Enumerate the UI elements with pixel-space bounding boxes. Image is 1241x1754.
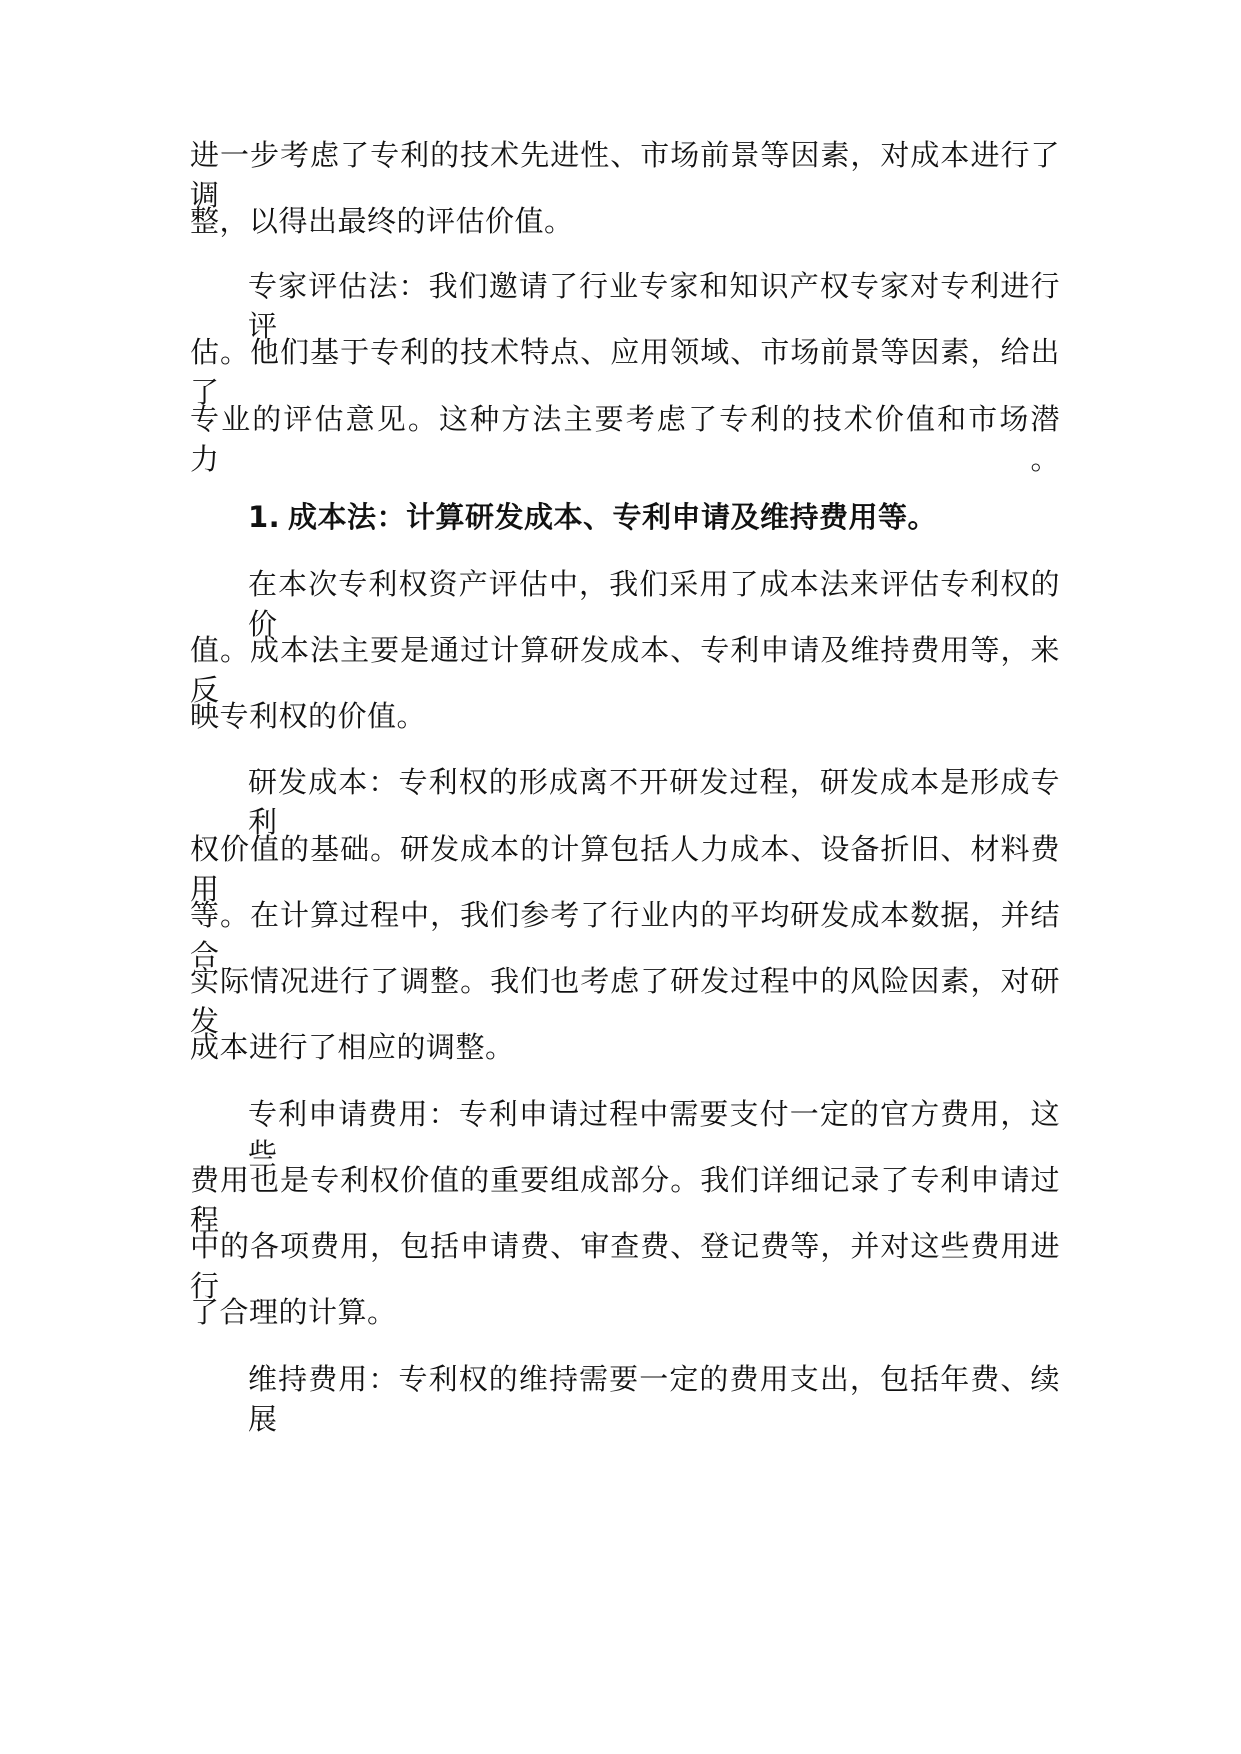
text-line: 进一步考虑了专利的技术先进性、市场前景等因素，对成本进行了调 xyxy=(190,138,1060,212)
text-line: 估。他们基于专利的技术特点、应用领域、市场前景等因素，给出了 xyxy=(190,335,1060,409)
text-line: 费用也是专利权价值的重要组成部分。我们详细记录了专利申请过程 xyxy=(190,1163,1060,1237)
text-line: 成本进行了相应的调整。 xyxy=(190,1030,515,1064)
text-line: 中的各项费用，包括申请费、审查费、登记费等，并对这些费用进行 xyxy=(190,1229,1060,1303)
text-line: 映专利权的价值。 xyxy=(190,699,427,733)
text-line: 等。在计算过程中，我们参考了行业内的平均研发成本数据，并结合 xyxy=(190,898,1060,972)
text-line: 维持费用：专利权的维持需要一定的费用支出，包括年费、续展 xyxy=(248,1362,1060,1436)
text-line: 专家评估法：我们邀请了行业专家和知识产权专家对专利进行评 xyxy=(248,269,1060,343)
heading-text: 成本法：计算研发成本、专利申请及维持费用等。 xyxy=(288,500,938,534)
text-line: 实际情况进行了调整。我们也考虑了研发过程中的风险因素，对研发 xyxy=(190,964,1060,1038)
heading-number: 1. xyxy=(248,500,281,534)
text-line: 专业的评估意见。这种方法主要考虑了专利的技术价值和市场潜力。 xyxy=(190,402,1060,476)
text-line: 在本次专利权资产评估中，我们采用了成本法来评估专利权的价 xyxy=(248,567,1060,641)
text-line: 值。成本法主要是通过计算研发成本、专利申请及维持费用等，来反 xyxy=(190,633,1060,707)
section-heading xyxy=(248,497,1118,537)
text-line: 了合理的计算。 xyxy=(190,1295,397,1329)
text-line: 整，以得出最终的评估价值。 xyxy=(190,204,574,238)
text-line: 权价值的基础。研发成本的计算包括人力成本、设备折旧、材料费用 xyxy=(190,832,1060,906)
text-line: 专利申请费用：专利申请过程中需要支付一定的官方费用，这些 xyxy=(248,1097,1060,1171)
text-line: 研发成本：专利权的形成离不开研发过程，研发成本是形成专利 xyxy=(248,765,1060,839)
